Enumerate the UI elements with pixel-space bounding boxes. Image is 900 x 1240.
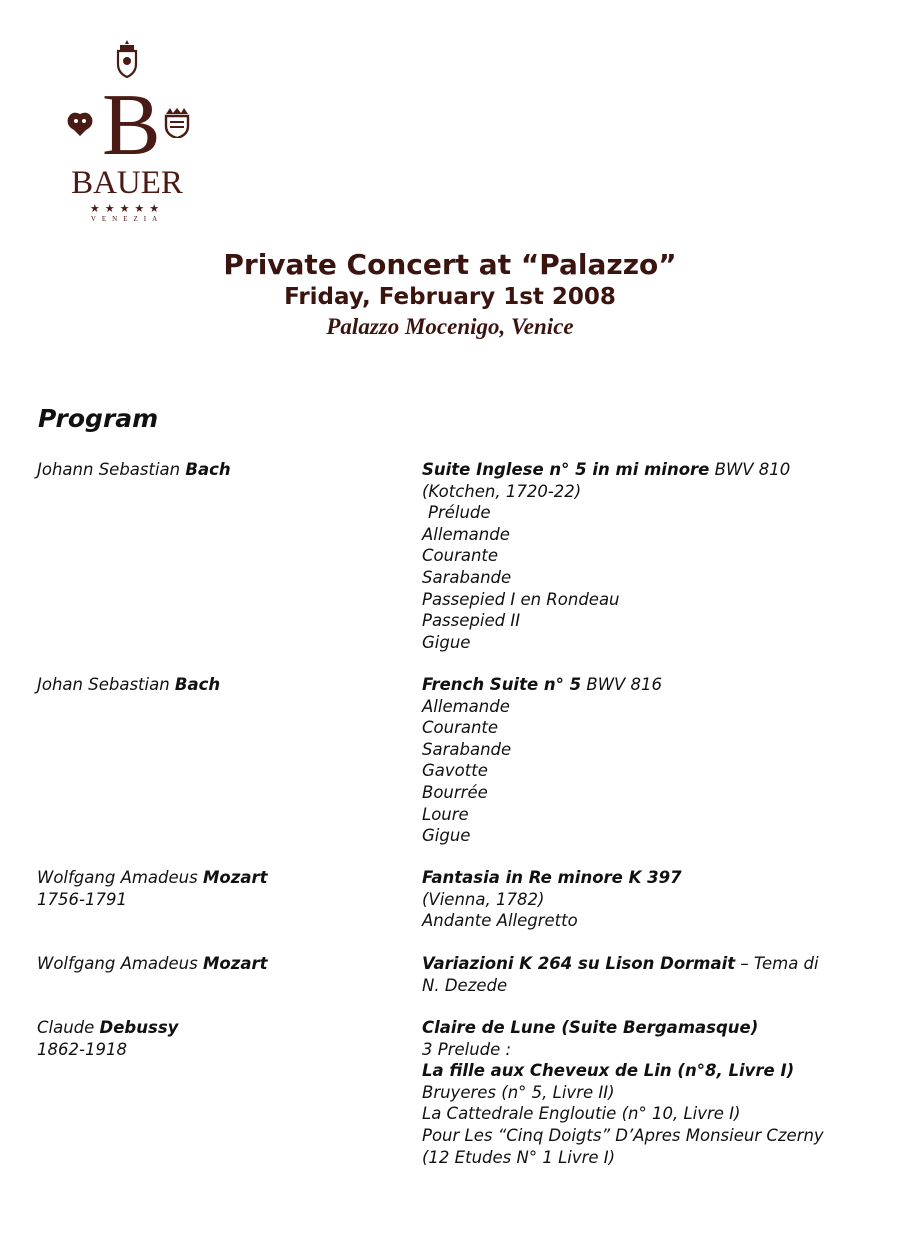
work-line: Courante (422, 546, 499, 566)
work-line: Allemande (422, 524, 510, 544)
composer-dates: 1862-1918 (37, 1039, 127, 1059)
event-title: Private Concert at “Palazzo” (223, 248, 677, 281)
work-line: Bourrée (422, 782, 488, 802)
composer: Wolfgang Amadeus Mozart (37, 954, 268, 973)
work-line: Gigue (422, 632, 471, 652)
work-line: N. Dezede (422, 975, 508, 995)
event-header (0, 248, 900, 342)
hotel-logo (62, 40, 192, 223)
work (422, 1017, 882, 1168)
work-line: La Cattedrale Engloutie (n° 10, Livre I) (422, 1104, 741, 1124)
crest-top-icon (115, 40, 139, 78)
composer: Johann Sebastian Bach (37, 460, 231, 479)
composer-dates: 1756-1791 (37, 889, 127, 909)
logo-brand: BAUER (71, 165, 183, 201)
work-line: Passepied I en Rondeau (422, 589, 620, 609)
composer: Wolfgang Amadeus Mozart 1756-1791 (37, 867, 397, 910)
work-line: (Kotchen, 1720-22) (422, 481, 582, 501)
work-line: Andante Allegretto (422, 911, 578, 931)
composer: Claude Debussy 1862-1918 (37, 1017, 397, 1060)
work-title: Suite Inglese n° 5 in mi minore (422, 460, 710, 479)
work-line: Gigue (422, 826, 471, 846)
work: Variazioni K 264 su Lison Dormait – Tema di N. Dezede (422, 953, 882, 996)
work-title: Claire de Lune (Suite Bergamasque) (422, 1018, 759, 1037)
composer: Johan Sebastian Bach (37, 675, 221, 694)
work-line: Bruyeres (n° 5, Livre II) (422, 1082, 615, 1102)
work-line: Allemande (422, 696, 510, 716)
work-title: Fantasia in Re minore K 397 (422, 868, 682, 887)
work-line: 3 Prelude : (422, 1039, 512, 1059)
work-line: Courante (422, 718, 499, 738)
work: Suite Inglese n° 5 in mi minore BWV 810 (Kotchen, 1720-22) Prélude Allemande Courante Sarabande Passepied I en Rondeau Passepied II Gigue (422, 459, 882, 653)
work-line: Loure (422, 804, 469, 824)
crest-right-icon (164, 108, 190, 138)
work: French Suite n° 5 BWV 816 Allemande Courante Sarabande Gavotte Bourrée Loure Gigue (422, 674, 882, 847)
work-line: Gavotte (422, 761, 488, 781)
event-venue: Palazzo Mocenigo, Venice (326, 314, 574, 339)
logo-stars: ★★★★★ (89, 202, 165, 215)
logo-city: VENEZIA (90, 215, 164, 223)
work-line: (Vienna, 1782) (422, 889, 545, 909)
work-line-bold: La fille aux Cheveux de Lin (n°8, Livre I) (422, 1061, 795, 1081)
crest-left-icon (66, 110, 94, 136)
work-line: (12 Etudes N° 1 Livre I) (422, 1147, 616, 1167)
work-line: Sarabande (422, 739, 512, 759)
work-line: Sarabande (422, 567, 512, 587)
logo-letter: B (102, 77, 161, 174)
program-heading: Program (38, 404, 159, 433)
work-line: Passepied II (422, 611, 521, 631)
event-date: Friday, February 1st 2008 (284, 284, 616, 310)
work-title: French Suite n° 5 (422, 675, 582, 694)
work-title: Variazioni K 264 su Lison Dormait (422, 954, 736, 973)
work (422, 867, 882, 932)
work-line: Pour Les “Cinq Doigts” D’Apres Monsieur Czerny (422, 1125, 824, 1145)
work-line: Prélude (428, 503, 491, 523)
